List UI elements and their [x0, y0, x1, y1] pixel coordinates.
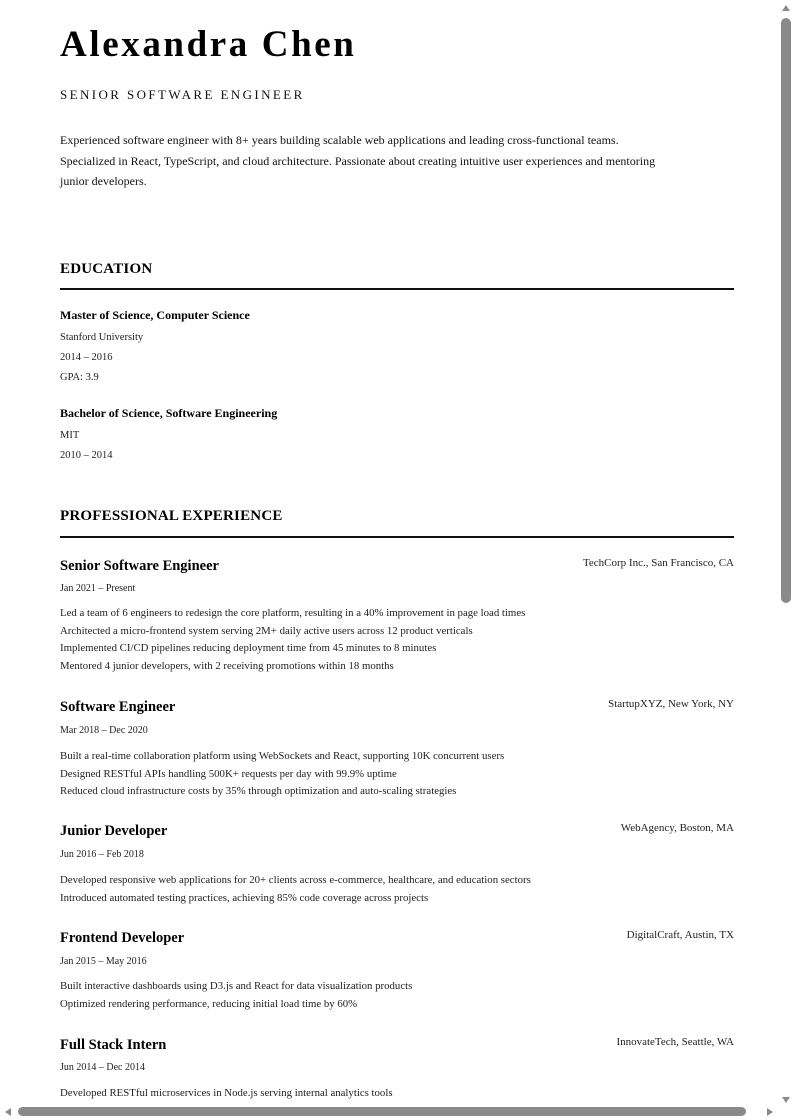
job-company: WebAgency, Boston, MA — [620, 822, 734, 834]
job-bullet: Introduced automated testing practices, achieving 85% code coverage across projects — [60, 891, 429, 904]
candidate-name: Alexandra Chen — [60, 24, 357, 65]
job-dates: Jun 2014 – Dec 2014 — [60, 1062, 145, 1073]
job-title: Senior Software Engineer — [60, 558, 219, 574]
job-title: Junior Developer — [60, 823, 168, 839]
vertical-scroll-thumb[interactable] — [781, 18, 791, 603]
scroll-up-arrow-icon[interactable] — [782, 5, 790, 11]
education-school: Stanford University — [60, 332, 144, 343]
section-divider — [60, 288, 734, 290]
job-bullet: Built a real-time collaboration platform using WebSockets and React, supporting 10K concurrent users — [60, 750, 505, 762]
scroll-left-arrow-icon[interactable] — [5, 1108, 11, 1116]
section-divider — [60, 536, 734, 538]
vertical-scrollbar[interactable] — [779, 0, 794, 1105]
job-title: Full Stack Intern — [60, 1037, 167, 1053]
job-dates: Jan 2015 – May 2016 — [60, 956, 147, 967]
job-company: TechCorp Inc., San Francisco, CA — [582, 557, 734, 569]
job-bullet: Built interactive dashboards using D3.js and React for data visualization products — [60, 980, 413, 992]
job-company: DigitalCraft, Austin, TX — [626, 929, 734, 941]
job-bullet: Mentored 4 junior developers, with 2 receiving promotions within 18 months — [60, 660, 394, 673]
education-degree: Master of Science, Computer Science — [60, 308, 250, 322]
experience-heading: PROFESSIONAL EXPERIENCE — [60, 508, 283, 524]
job-title: Software Engineer — [60, 699, 176, 715]
job-bullet: Reduced cloud infrastructure costs by 35% through optimization and auto-scaling strategies — [60, 785, 457, 798]
horizontal-scroll-thumb[interactable] — [18, 1107, 746, 1116]
job-bullet: Developed RESTful microservices in Node.js serving internal analytics tools — [60, 1087, 393, 1099]
job-bullet: Architected a micro-frontend system serving 2M+ daily active users across 12 product verticals — [60, 624, 473, 637]
job-bullet: Developed responsive web applications for 20+ clients across e-commerce, healthcare, and education sectors — [60, 874, 531, 886]
job-dates: Jun 2016 – Feb 2018 — [60, 849, 144, 860]
education-heading: EDUCATION — [60, 261, 153, 277]
job-bullets — [60, 605, 525, 676]
job-dates: Mar 2018 – Dec 2020 — [60, 725, 148, 736]
education-degree: Bachelor of Science, Software Engineering — [60, 406, 278, 420]
horizontal-scrollbar[interactable] — [0, 1105, 780, 1119]
job-dates: Jan 2021 – Present — [60, 583, 136, 594]
job-bullets — [60, 978, 412, 1013]
job-bullet: Designed RESTful APIs handling 500K+ requests per day with 99.9% uptime — [60, 767, 397, 780]
job-bullet: Implemented CI/CD pipelines reducing deployment time from 45 minutes to 8 minutes — [60, 642, 437, 655]
candidate-title: SENIOR SOFTWARE ENGINEER — [60, 87, 305, 102]
summary-paragraph: Experienced software engineer with 8+ years building scalable web applications and leading cross-functional teams. Specialized in React, TypeScript, and cloud architecture. Passionate about creating intuitive user experiences and mentoring junior developers. — [60, 133, 656, 189]
job-bullet: Led a team of 6 engineers to redesign the core platform, resulting in a 40% improvement in page load times — [60, 607, 526, 619]
job-bullets — [60, 748, 504, 801]
job-title: Frontend Developer — [60, 930, 185, 946]
education-school: MIT — [60, 430, 80, 441]
education-gpa: GPA: 3.9 — [60, 372, 99, 383]
scroll-down-arrow-icon[interactable] — [782, 1097, 790, 1103]
education-dates: 2014 – 2016 — [60, 352, 113, 363]
job-company: InnovateTech, Seattle, WA — [616, 1036, 734, 1048]
education-dates: 2010 – 2014 — [60, 450, 113, 461]
scroll-right-arrow-icon[interactable] — [767, 1108, 773, 1116]
job-bullets — [60, 872, 531, 907]
job-bullet: Optimized rendering performance, reducing initial load time by 60% — [60, 997, 358, 1010]
job-company: StartupXYZ, New York, NY — [608, 698, 734, 710]
scrollbar-corner — [779, 1105, 794, 1119]
